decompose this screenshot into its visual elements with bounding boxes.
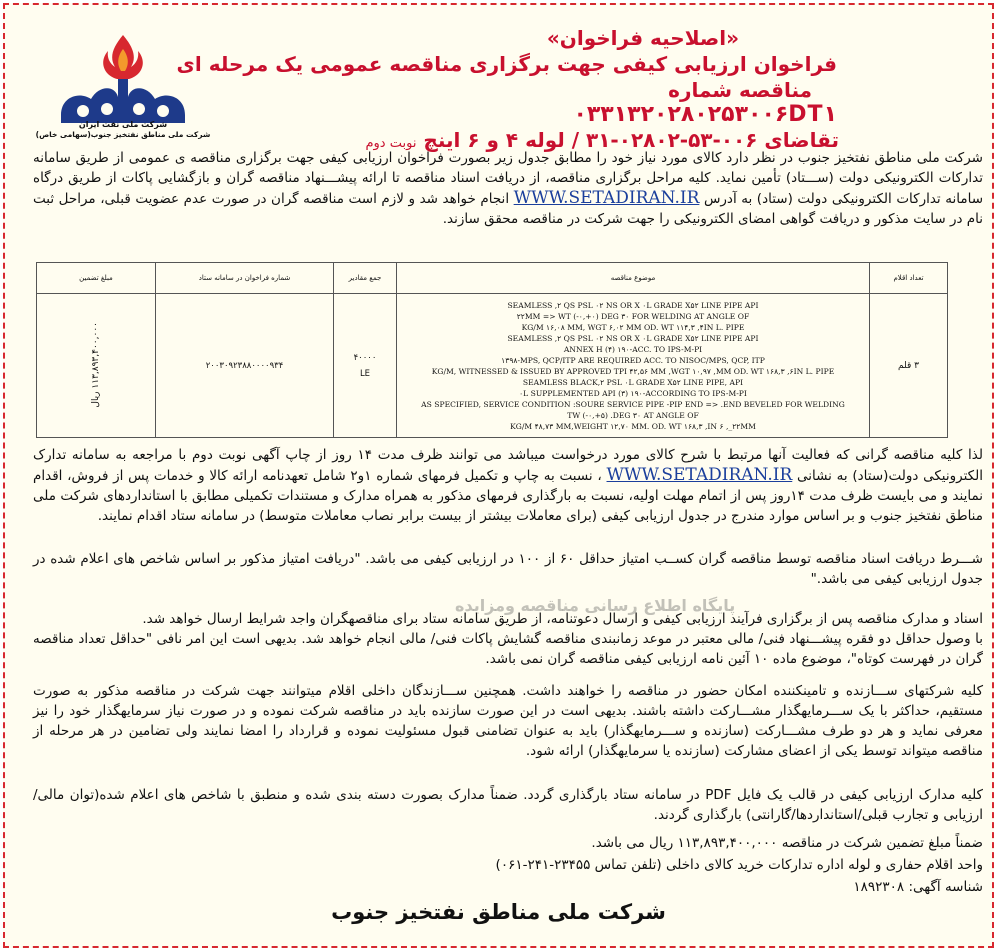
- body-paragraph-6: کلیه شرکتهای ســـازنده و تامینکننده امکان حضور در مناقصه را خواهند داشت. همچنین ســـازندگان داخلی اقلام میتوانند جهت شرکت در مناقصه مذکور به صورت مستقیم، حداکثر با یک ســـرمایهگذار مشـــارکت داشته باشند. بدیهی است در این صورت سازنده باید در مناقصه شرکت نموده و در صورت نیاز سرمایهگذار خود را نیز معرفی نماید و هر دو طرف مشـــارکت (سازنده و ســـرمایهگذار) باید به عنوان تضامنی قبول مسئولیت نموده و قرارداد را امضا نمایند ولی تضامین در هر مرحله از مناقصه میتواند توسط یکی از اعضای مشارکت (سازنده یا سرمایهگذار) ارائه شود.: [33, 683, 983, 759]
- cell-qty: [334, 294, 397, 438]
- cell-subject: [397, 294, 870, 438]
- table-header-row: [37, 263, 948, 294]
- col-items: تعداد اقلام: [870, 263, 948, 294]
- subject-line: SEAMLESS ,۲ QS PSL ۰۲ NS OR X ۰L GRADE X۵۲ LINE PIPE API: [507, 333, 759, 343]
- p2-text-b: ، نسبت به چاپ و تکمیل فرمهای شماره ۱و۲ شامل تعهدنامه ارائه کالا و خدمات پس از فروش، اقدام نمایند و می بایست ظرف مدت ۱۴روز پس از اتمام مهلت اولیه، نسبت به بارگذاری فرمهای مذکور به همراه مدارک و مستندات تکمیلی مطابق با استانداردهای شرکت ملی مناطق نفتخیز جنوب و بر اساس موارد مندرج در جدول ارزیابی کیفی (برای معاملات بیشتر از بیست برابر نصاب معاملات متوسط) در سامانه ستاد اقدام نمایند.: [33, 468, 984, 524]
- setad-link-2[interactable]: WWW.SETADIRAN.IR: [606, 465, 793, 485]
- intro-paragraph: [33, 148, 983, 229]
- qty-unit: LE: [359, 368, 371, 379]
- headline-call: فراخوان ارزیابی کیفی جهت برگزاری مناقصه عمومی یک مرحله ای: [176, 52, 837, 76]
- body-paragraph-3: شـــرط دریافت اسناد مناقصه توسط مناقصه گران کســب امتیاز حداقل ۶۰ از ۱۰۰ در ارزیابی کیفی می باشد. "دریافت امتیاز مذکور بر اساس شاخص های اعلام شده در جدول ارزیابی کیفی می باشد.": [33, 551, 983, 587]
- round-label: نوبت دوم: [365, 136, 417, 151]
- headline-tender-label: مناقصه شماره: [668, 78, 812, 102]
- cell-guarantee: [37, 294, 156, 438]
- subject-line: ۲۲MM => WT (-۰,+۰) DEG ۳۰ FOR WELDING AT ANGLE OF: [516, 311, 750, 321]
- ad-id: شناسه آگهی: ۱۸۹۲۳۰۸: [853, 879, 983, 895]
- watermark: پایگاه اطلاع رسانی مناقصه ومزایده: [455, 596, 736, 615]
- table-row: [37, 294, 948, 438]
- subject-line: ۱۳۹۸-MPS, QCP/ITP ARE REQUIRED ACC. TO NISOC/MPS, QCP, ITP: [501, 355, 765, 365]
- col-guarantee: مبلغ تضمین: [37, 263, 156, 294]
- cell-items: ۳ قلم: [870, 294, 948, 438]
- subject-line: KG/M ۴۸,۷۳ MM,WEIGHT ۱۲,۷۰ MM. OD. WT ۱۶۸,۳ ,IN ۶ ,_۲۲MM: [510, 421, 756, 431]
- subject-line: KG/M ۱۶,۰۸ MM, WGT ۶,۰۲ MM OD. WT ۱۱۴,۳ ,۴IN L. PIPE: [521, 322, 745, 332]
- subject-line: KG/M, WITNESSED & ISSUED BY APPROVED TPI ۴۲,۵۶ MM ,WGT ۱۰,۹۷ ,MM OD. WT ۱۶۸,۳ ,۶IN L. PIPE: [431, 366, 835, 376]
- col-call-number: شماره فراخوان در سامانه ستاد: [156, 263, 334, 294]
- col-subject: موضوع مناقصه: [397, 263, 870, 294]
- body-paragraph-4: اسناد و مدارک مناقصه پس از برگزاری فرآیند ارزیابی کیفی و ارسال دعوتنامه، از طریق سامانه ستاد برای مناقصهگران واجد شرایط ارسال خواهد شد.: [142, 611, 983, 627]
- cell-call-number: ۲۰۰۳۰۹۲۳۸۸۰۰۰۰۹۳۴: [156, 294, 334, 438]
- request-number: تقاضای ۰۰۶-۵۳-۰۲۸۰۲-۳۱ / لوله ۴ و ۶ اینچ: [423, 128, 839, 152]
- p2-text-a: لذا کلیه مناقصه گرانی که فعالیت آنها مرتبط با شرح کالای مورد درخواست میباشد می توانند ظرف مدت ۱۴ روز از چاپ آگهی نوبت دوم با مراجعه به سامانه تدارک الکترونیکی دولت(ستاد) به نشانی: [33, 447, 983, 484]
- contact-unit: واحد اقلام حفاری و لوله اداره تدارکات خرید کالای داخلی (تلفن تماس ۲۳۴۵۵-۲۴۱-۰۶۱): [495, 857, 983, 873]
- guarantee-statement: ضمناً مبلغ تضمین شرکت در مناقصه ۱۱۳,۸۹۳,۴۰۰,۰۰۰ ریال می باشد.: [591, 835, 983, 851]
- col-qty: جمع مقادیر: [334, 263, 397, 294]
- subject-line: ANNEX H (۴) ۱۹۰-ACC. TO IPS-M-PI: [563, 344, 703, 354]
- subject-line: AS SPECIFIED, SERVICE CONDITION :SOURE SERVICE PIPE -PIP END => .END BEVELED FOR WELDING: [421, 399, 845, 409]
- subject-line: TW (-۰,+۵) .DEG ۳۰ AT ANGLE OF: [567, 410, 699, 420]
- headline-amendment: «اصلاحیه فراخوان»: [546, 26, 739, 50]
- intro-text-a: شرکت ملی مناطق نفتخیز جنوب در نظر دارد کالای مورد نیاز خود را مطابق جدول زیر بصورت فراخوان ارزیابی کیفی جهت برگزاری مناقصه ی عمومی از طریق سامانه تدارکات الکترونیکی دولت (ســـتاد) تأمین نماید. کلیه مراحل برگزاری مناقصه، از دریافت اسناد مناقصه تا ارائه پیشـــنهاد مناقصه گران و بازگشایی پاکات از طریق درگاه سامانه تدارکات الکترونیکی دولت (ستاد) به آدرس: [33, 150, 984, 207]
- logo-caption-nioc: شرکت ملی نفت ایران: [78, 120, 168, 129]
- intro-text-b: انجام خواهد شد و لازم است مناقصه گران در صورت عدم عضویت قبلی، مراحل ثبت نام در سایت مذکور و دریافت گواهی امضای الکترونیکی را جهت شرکت در مناقصه محقق سازند.: [33, 191, 983, 227]
- body-paragraph-5: با وصول حداقل دو فقره پیشـــنهاد فنی/ مالی معتبر در موعد زمانبندی مناقصه گشایش پاکات فنی/ مالی انجام خواهد شد. بدیهی است این امر نافی "حداقل تعداد مناقصه گران در فهرست کوتاه"، موضوع ماده ۱۰ آئین نامه ارزیابی کیفی مناقصه گران نمی باشد.: [33, 631, 983, 667]
- body-paragraph-7: کلیه مدارک ارزیابی کیفی در قالب یک فایل PDF در سامانه ستاد بارگذاری گردد. ضمناً مدارک بصورت دسته بندی شده و منطبق با شاخص های اعلام شده(توان مالی/ارزیابی و تجارب قبلی/استانداردها/گارانتی) بارگذاری گردند.: [33, 787, 983, 823]
- headline-tender-code: ۰۳۳۱۳۲۰۲۸۰۲۵۳۰۰۶DT۱: [573, 102, 837, 127]
- qty-value: ۴۰۰۰۰: [353, 352, 377, 363]
- footer-company-name: شرکت ملی مناطق نفتخیز جنوب: [331, 900, 666, 924]
- guarantee-amount: ۱۱۳,۸۹۳,۴۰۰,۰۰۰ ریال: [91, 321, 101, 408]
- subject-line: SEAMLESS ,۲ QS PSL ۰۲ NS OR X ۰L GRADE X۵۲ LINE PIPE API: [507, 300, 759, 310]
- tender-table: [36, 262, 948, 438]
- subject-line: SEAMLESS BLACK,۲ PSL ۰L GRADE X۵۲ LINE PIPE, API: [522, 377, 744, 387]
- setad-link[interactable]: WWW.SETADIRAN.IR: [513, 188, 700, 208]
- logo-caption-nisoc: شرکت ملی مناطق نفتخیز جنوب(سهامی خاص): [35, 130, 211, 139]
- subject-line: ۰L SUPPLEMENTED API (۳) ۱۹۰-ACCORDING TO IPS-M-PI: [519, 388, 747, 398]
- body-paragraph-2: [33, 445, 983, 526]
